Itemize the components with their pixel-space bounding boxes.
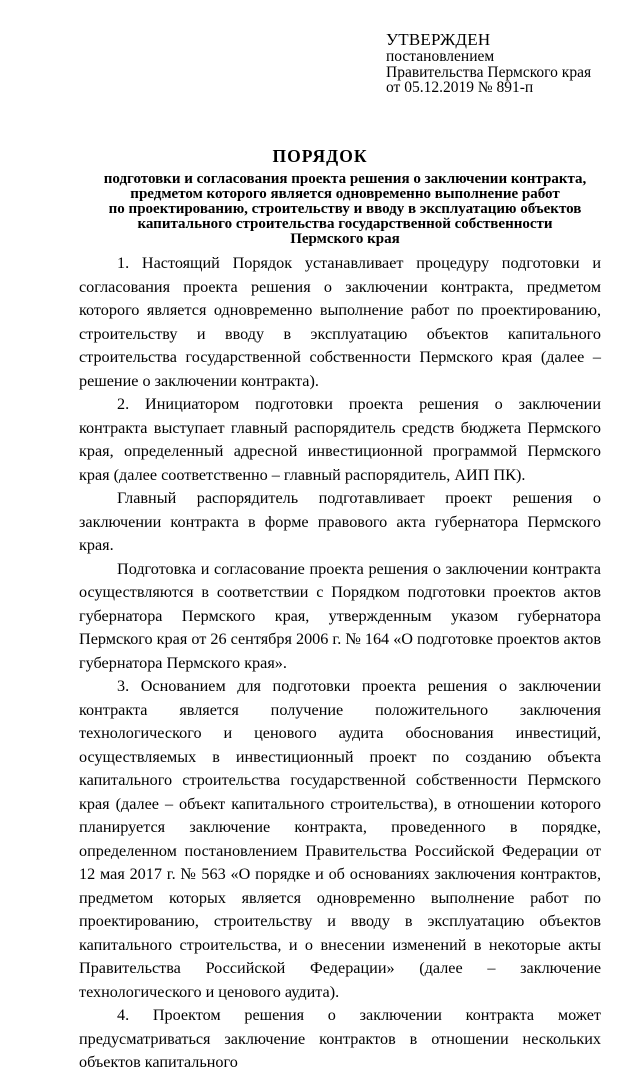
subtitle-line-3: по проектированию, строительству и вводу в эксплуатацию объектов: [108, 201, 582, 217]
paragraph-2: 2. Инициатором подготовки проекта решения о заключении контракта выступает главный распорядитель средств бюджета Пермского края, определенный адресной инвестиционной программой Пермского края (далее соответственно – главный распорядитель, АИП ПК).: [79, 395, 601, 484]
document-body: [79, 252, 601, 1075]
subtitle-line-4: капитального строительства государственной собственности: [137, 216, 553, 232]
subtitle-line-5: Пермского края: [290, 231, 400, 247]
paragraph-6: 4. Проектом решения о заключении контракта может предусматриваться заключение контрактов в отношении нескольких объектов капитального: [79, 1006, 601, 1071]
approval-heading: УТВЕРЖДЕН: [386, 30, 491, 49]
document-title: ПОРЯДОК: [272, 146, 368, 166]
paragraph-4: Подготовка и согласование проекта решения о заключении контракта осуществляются в соответствии с Порядком подготовки проектов актов губернатора Пермского края, утвержденным указом губернатора Пермского края от 26 сентября 2006 г. № 164 «О подготовке проектов актов губернатора Пермского края».: [79, 559, 601, 672]
approval-line-1: постановлением: [386, 48, 495, 65]
subtitle-line-1: подготовки и согласования проекта решения о заключении контракта,: [103, 171, 587, 187]
approval-line-2: Правительства Пермского края: [386, 63, 592, 81]
document-subtitle: [60, 172, 630, 247]
approval-line-3: от 05.12.2019 № 891-п: [386, 79, 534, 96]
approval-stamp: [386, 30, 591, 96]
paragraph-3: Главный распорядитель подготавливает проект решения о заключении контракта в форме правового акта губернатора Пермского края.: [79, 489, 601, 554]
paragraph-5: 3. Основанием для подготовки проекта решения о заключении контракта является получение положительного заключения технологического и ценового аудита обоснования инвестиций, осуществляемых в инвестиционный проект по созданию объекта капитального строительства государственной собственности Пермского края (далее – объект капитального строительства), в отношении которого планируется заключение контракта, проведенного в порядке, определенном постановлением Правительства Российской Федерации от 12 мая 2017 г. № 563 «О порядке и об основаниях заключения контрактов, предметом которых является одновременно выполнение работ по проектированию, строительству и вводу в эксплуатацию объектов капитального строительства, и о внесении изменений в некоторые акты Правительства Российской Федерации» (далее – заключение технологического и ценового аудита).: [79, 677, 601, 1001]
paragraph-1: 1. Настоящий Порядок устанавливает процедуру подготовки и согласования проекта решения о заключении контракта, предметом которого является одновременно выполнение работ по проектированию, строительству и вводу в эксплуатацию объектов капитального строительства государственной собственности Пермского края (далее – решение о заключении контракта).: [79, 254, 601, 390]
subtitle-line-2: предметом которого является одновременно выполнение работ: [130, 186, 560, 202]
